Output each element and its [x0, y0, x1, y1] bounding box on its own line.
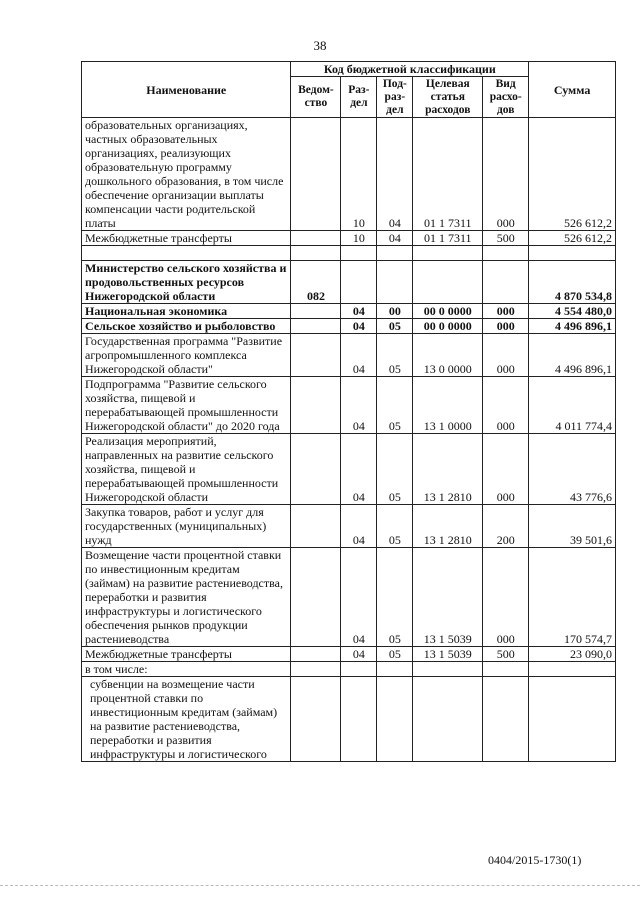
- table-row: [82, 304, 616, 319]
- row-razdel: [341, 246, 377, 261]
- table-row: [82, 548, 616, 647]
- row-summa: 526 612,2: [529, 118, 616, 231]
- row-name: Межбюджетные трансферты: [82, 231, 291, 246]
- row-summa: 4 870 534,8: [529, 261, 616, 304]
- row-razdel: 04: [341, 304, 377, 319]
- row-podrazdel: [377, 662, 413, 677]
- row-podrazdel: 05: [377, 319, 413, 334]
- row-name: Подпрограмма "Развитие сельского хозяйства, пищевой и перерабатывающей промышленности Нижегородской области" до 2020 года: [82, 377, 291, 434]
- row-razdel: 04: [341, 548, 377, 647]
- row-summa: [529, 677, 616, 762]
- row-summa: 4 554 480,0: [529, 304, 616, 319]
- row-razdel: [341, 261, 377, 304]
- row-celevaya: 13 1 2810: [413, 505, 483, 548]
- row-vedomstvo: [291, 246, 341, 261]
- row-summa: 526 612,2: [529, 231, 616, 246]
- row-vid: 000: [483, 319, 529, 334]
- row-vid: [483, 662, 529, 677]
- header-summa: Сумма: [529, 62, 616, 118]
- table-row: [82, 246, 616, 261]
- row-vedomstvo: [291, 334, 341, 377]
- footer-code: 0404/2015-1730(1): [488, 853, 582, 867]
- row-vid: 000: [483, 118, 529, 231]
- header-vid: Вид расхо-дов: [483, 77, 529, 118]
- row-celevaya: [413, 246, 483, 261]
- row-celevaya: 13 0 0000: [413, 334, 483, 377]
- table-header: [82, 62, 616, 118]
- row-razdel: 04: [341, 334, 377, 377]
- row-podrazdel: 04: [377, 231, 413, 246]
- row-vid: [483, 261, 529, 304]
- row-summa: 170 574,7: [529, 548, 616, 647]
- row-vedomstvo: [291, 662, 341, 677]
- row-vedomstvo: 082: [291, 261, 341, 304]
- row-podrazdel: 04: [377, 118, 413, 231]
- row-vedomstvo: [291, 434, 341, 505]
- row-celevaya: [413, 677, 483, 762]
- table-row: [82, 118, 616, 231]
- row-podrazdel: 00: [377, 304, 413, 319]
- row-name: Министерство сельского хозяйства и продовольственных ресурсов Нижегородской области: [82, 261, 291, 304]
- row-celevaya: 00 0 0000: [413, 319, 483, 334]
- row-name: Возмещение части процентной ставки по инвестиционным кредитам (займам) на развитие растениеводства, переработки и развития инфраструктуры и логистического обеспечения рынков продукции растениеводства: [82, 548, 291, 647]
- row-summa: 4 496 896,1: [529, 334, 616, 377]
- row-name: Сельское хозяйство и рыболовство: [82, 319, 291, 334]
- row-name: Государственная программа "Развитие агропромышленного комплекса Нижегородской области": [82, 334, 291, 377]
- row-celevaya: 13 1 5039: [413, 548, 483, 647]
- row-podrazdel: 05: [377, 334, 413, 377]
- table-body: [82, 118, 616, 762]
- row-summa: [529, 246, 616, 261]
- header-podrazdel: Под-раз-дел: [377, 77, 413, 118]
- row-vedomstvo: [291, 548, 341, 647]
- row-celevaya: [413, 261, 483, 304]
- row-celevaya: [413, 662, 483, 677]
- table-row: [82, 434, 616, 505]
- row-name: Реализация мероприятий, направленных на развитие сельского хозяйства, пищевой и перерабатывающей промышленности Нижегородской области: [82, 434, 291, 505]
- row-vid: [483, 246, 529, 261]
- row-vedomstvo: [291, 377, 341, 434]
- row-podrazdel: 05: [377, 548, 413, 647]
- row-summa: 4 011 774,4: [529, 377, 616, 434]
- budget-table: [81, 61, 616, 762]
- row-razdel: 10: [341, 231, 377, 246]
- row-razdel: 04: [341, 434, 377, 505]
- row-vid: 500: [483, 231, 529, 246]
- table-row: [82, 231, 616, 246]
- row-name: образовательных организациях, частных образовательных организациях, реализующих образовательную программу дошкольного образования, в том числе обеспечение организации выплаты компенсации части родительской платы: [82, 118, 291, 231]
- row-vid: 000: [483, 304, 529, 319]
- row-name: Закупка товаров, работ и услуг для государственных (муниципальных) нужд: [82, 505, 291, 548]
- row-razdel: [341, 662, 377, 677]
- row-vedomstvo: [291, 677, 341, 762]
- header-celevaya: Целевая статья расходов: [413, 77, 483, 118]
- row-podrazdel: 05: [377, 434, 413, 505]
- row-summa: [529, 662, 616, 677]
- row-razdel: 04: [341, 505, 377, 548]
- table-row: [82, 334, 616, 377]
- table-row: [82, 377, 616, 434]
- row-razdel: [341, 677, 377, 762]
- page-edge-line: [0, 885, 640, 886]
- header-name: Наименование: [82, 62, 291, 118]
- row-podrazdel: [377, 246, 413, 261]
- row-name: Национальная экономика: [82, 304, 291, 319]
- header-vedomstvo: Ведом-ство: [291, 77, 341, 118]
- row-vedomstvo: [291, 647, 341, 662]
- row-celevaya: 13 1 0000: [413, 377, 483, 434]
- row-podrazdel: [377, 677, 413, 762]
- row-celevaya: 13 1 5039: [413, 647, 483, 662]
- page-number: 38: [313, 38, 327, 53]
- row-razdel: 10: [341, 118, 377, 231]
- row-vedomstvo: [291, 231, 341, 246]
- row-vedomstvo: [291, 505, 341, 548]
- row-vedomstvo: [291, 118, 341, 231]
- row-celevaya: 13 1 2810: [413, 434, 483, 505]
- row-celevaya: 01 1 7311: [413, 231, 483, 246]
- row-name: в том числе:: [82, 662, 291, 677]
- row-podrazdel: 05: [377, 377, 413, 434]
- table-row: [82, 662, 616, 677]
- row-vid: 000: [483, 548, 529, 647]
- row-summa: 4 496 896,1: [529, 319, 616, 334]
- row-podrazdel: [377, 261, 413, 304]
- row-vid: 000: [483, 434, 529, 505]
- row-vid: 500: [483, 647, 529, 662]
- table-row: [82, 505, 616, 548]
- row-razdel: 04: [341, 319, 377, 334]
- row-summa: 43 776,6: [529, 434, 616, 505]
- row-name: [82, 246, 291, 261]
- row-celevaya: 01 1 7311: [413, 118, 483, 231]
- row-podrazdel: 05: [377, 505, 413, 548]
- row-summa: 39 501,6: [529, 505, 616, 548]
- row-podrazdel: 05: [377, 647, 413, 662]
- row-vid: 200: [483, 505, 529, 548]
- row-vid: [483, 677, 529, 762]
- row-razdel: 04: [341, 647, 377, 662]
- row-summa: 23 090,0: [529, 647, 616, 662]
- row-name: Межбюджетные трансферты: [82, 647, 291, 662]
- row-vid: 000: [483, 334, 529, 377]
- row-name: субвенции на возмещение части процентной ставки по инвестиционным кредитам (займам) на развитие растениеводства, переработки и развития инфраструктуры и логистического: [82, 677, 291, 762]
- header-kbk: Код бюджетной классификации: [291, 62, 529, 77]
- row-celevaya: 00 0 0000: [413, 304, 483, 319]
- table-row: [82, 677, 616, 762]
- row-vedomstvo: [291, 319, 341, 334]
- header-razdel: Раз-дел: [341, 77, 377, 118]
- table-row: [82, 319, 616, 334]
- table-row: [82, 261, 616, 304]
- row-vedomstvo: [291, 304, 341, 319]
- row-vid: 000: [483, 377, 529, 434]
- table-row: [82, 647, 616, 662]
- row-razdel: 04: [341, 377, 377, 434]
